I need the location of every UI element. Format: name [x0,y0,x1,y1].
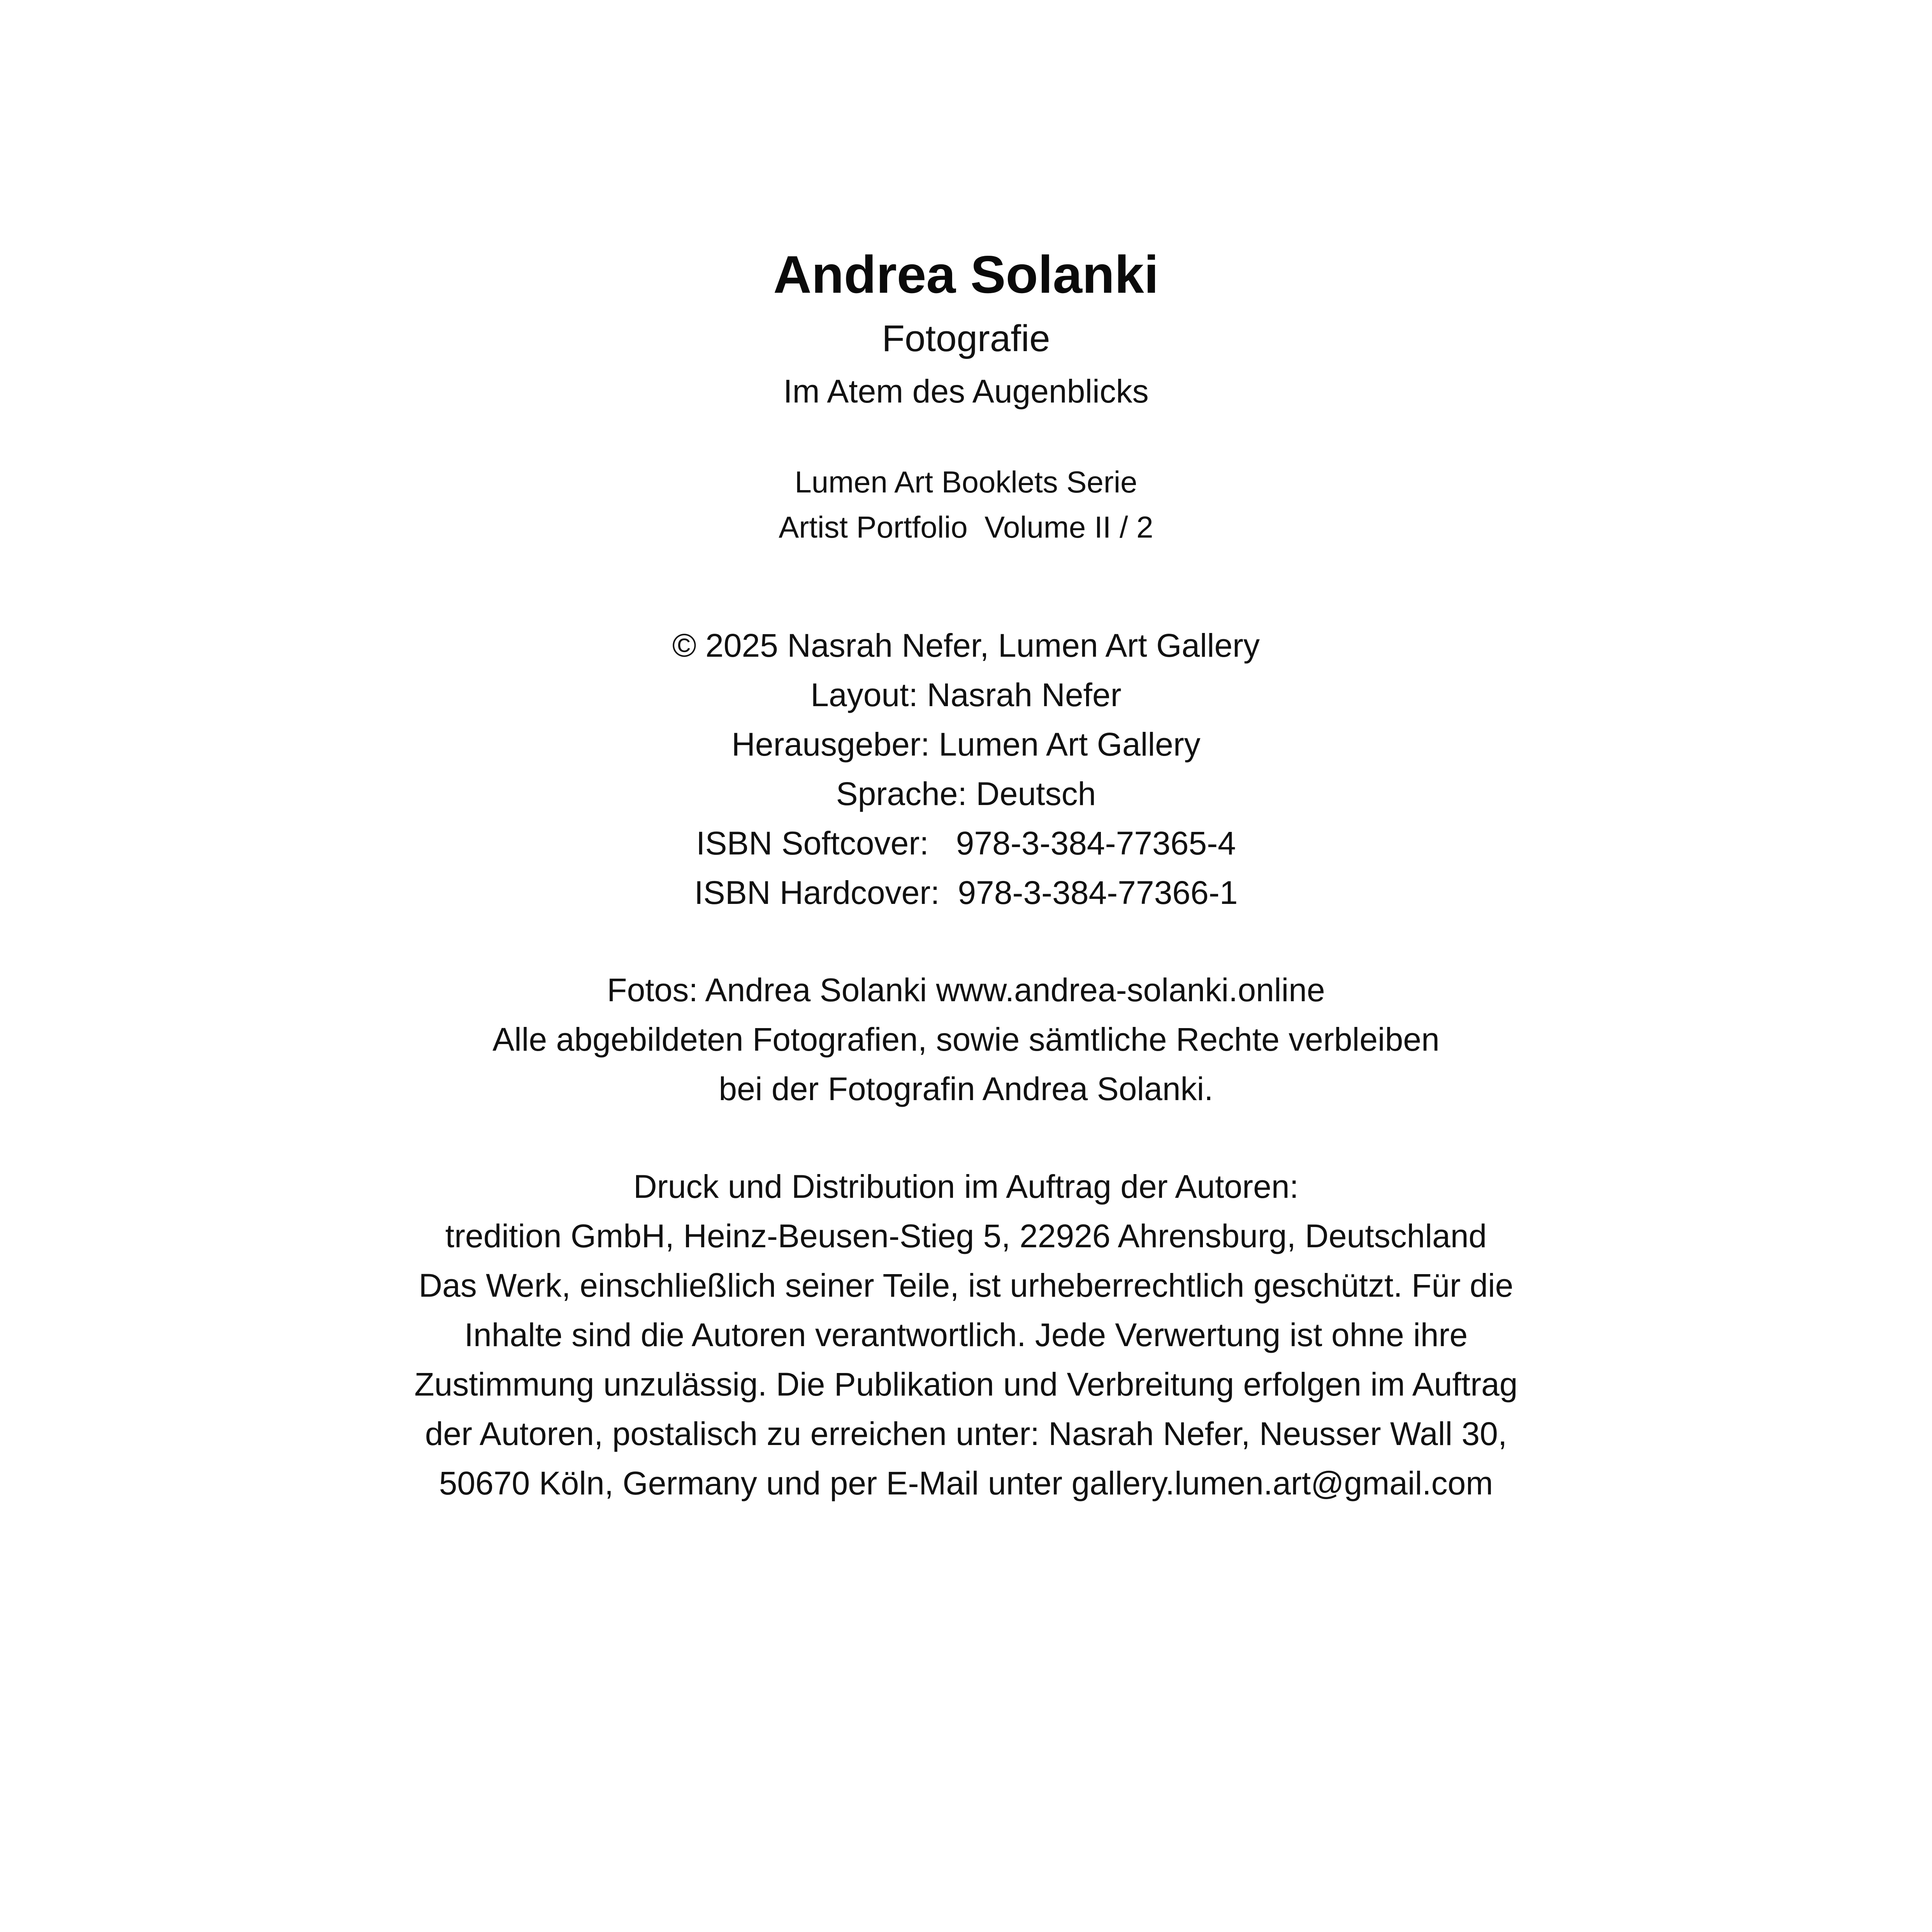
subtitle: Fotografie [882,318,1050,359]
copyright-line: © 2025 Nasrah Nefer, Lumen Art Gallery [672,627,1260,664]
print-line-5: Zustimmung unzulässig. Die Publikation und Verbreitung erfolgen im Auftrag [414,1366,1518,1403]
isbn-hardcover-line: ISBN Hardcover: 978-3-384-77366-1 [694,874,1238,911]
photos-credit-block [0,965,1932,1114]
book-title: Im Atem des Augenblicks [783,373,1149,410]
series-name: Lumen Art Booklets Serie [795,465,1137,499]
print-line-2: tredition GmbH, Heinz-Beusen-Stieg 5, 22926 Ahrensburg, Deutschland [445,1218,1487,1254]
title-block [0,241,1932,308]
layout-line: Layout: Nasrah Nefer [810,677,1122,713]
book-title-block [0,370,1932,413]
imprint-block [0,621,1932,918]
rights-line-2: bei der Fotografin Andrea Solanki. [719,1071,1213,1107]
print-line-7: 50670 Köln, Germany und per E-Mail unter gallery.lumen.art@gmail.com [439,1465,1493,1501]
publisher-line: Herausgeber: Lumen Art Gallery [731,726,1201,763]
isbn-softcover-line: ISBN Softcover: 978-3-384-77365-4 [696,825,1236,861]
subtitle-block [0,315,1932,362]
rights-line-1: Alle abgebildeten Fotografien, sowie sämtliche Rechte verbleiben [492,1021,1440,1058]
print-line-6: der Autoren, postalisch zu erreichen unter: Nasrah Nefer, Neusser Wall 30, [425,1415,1507,1452]
series-block [0,459,1932,550]
print-line-1: Druck und Distribution im Auftrag der Autoren: [633,1168,1299,1205]
author-name-heading: Andrea Solanki [773,245,1159,304]
print-line-4: Inhalte sind die Autoren verantwortlich. Jede Verwertung ist ohne ihre [464,1317,1468,1353]
series-volume: Artist Portfolio Volume II / 2 [779,510,1153,544]
photos-credit-line: Fotos: Andrea Solanki www.andrea-solanki.online [607,972,1325,1008]
print-line-3: Das Werk, einschließlich seiner Teile, ist urheberrechtlich geschützt. Für die [418,1267,1514,1304]
language-line: Sprache: Deutsch [836,775,1096,812]
print-distribution-block [0,1162,1932,1508]
